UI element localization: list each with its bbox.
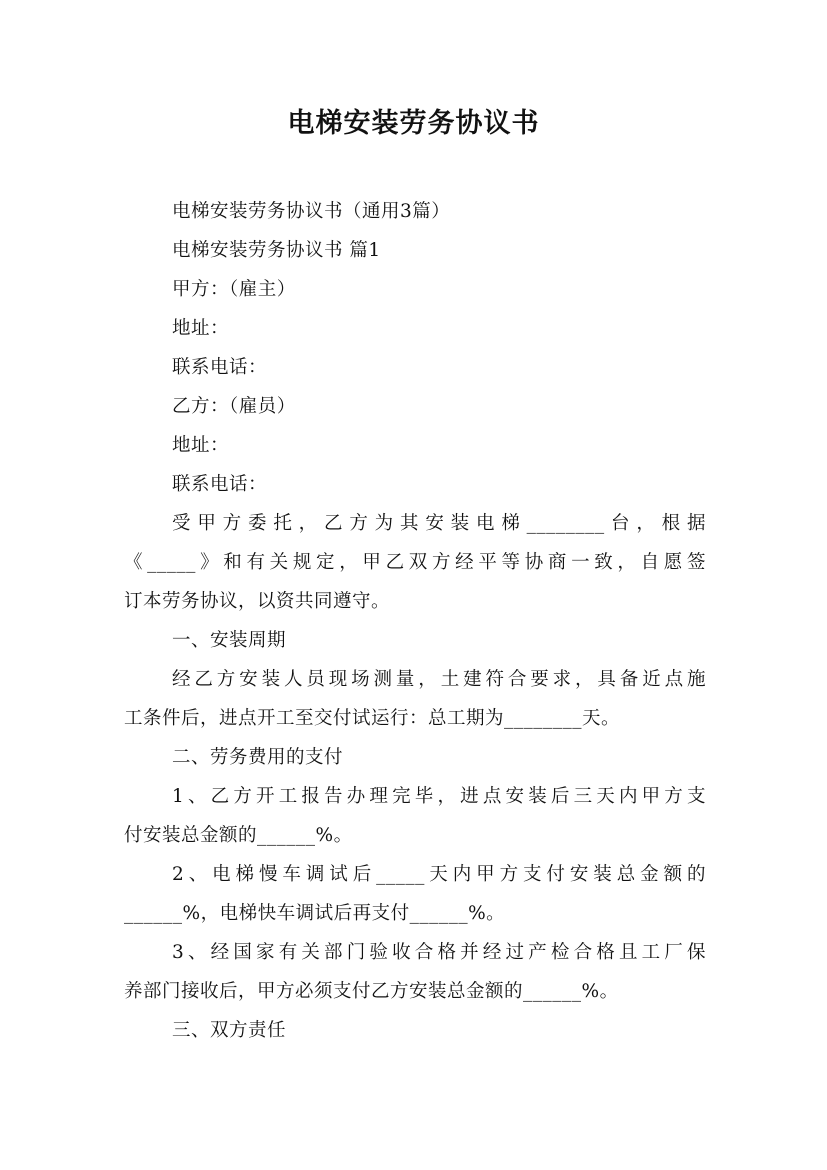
paragraph-line: 《_____》和有关规定，甲乙双方经平等协商一致，自愿签 [124, 552, 706, 573]
party-b-label: 乙方：（雇员） [172, 396, 296, 417]
subtitle-line: 电梯安装劳务协议书（通用3篇） [172, 201, 451, 222]
paragraph-line: 1、乙方开工报告办理完毕，进点安装后三天内甲方支 [172, 786, 706, 807]
paragraph-line: 付安装总金额的______%。 [124, 825, 353, 846]
party-b-address: 地址： [172, 435, 230, 456]
paragraph-line: 经乙方安装人员现场测量，土建符合要求，具备近点施 [172, 669, 706, 690]
party-b-phone: 联系电话： [172, 474, 268, 495]
paragraph-line: 养部门接收后，甲方必须支付乙方安装总金额的______%。 [124, 981, 619, 1002]
paragraph-line: 3、经国家有关部门验收合格并经过产检合格且工厂保 [172, 942, 706, 963]
document-title: 电梯安装劳务协议书 [287, 108, 540, 139]
paragraph-line: 工条件后，进点开工至交付试运行：总工期为________天。 [124, 708, 621, 729]
party-a-address: 地址： [172, 318, 230, 339]
section-heading: 电梯安装劳务协议书 篇1 [172, 240, 381, 261]
document-body [124, 192, 706, 1050]
party-a-label: 甲方：（雇主） [172, 279, 296, 300]
paragraph-line: ______%，电梯快车调试后再支付______%。 [124, 903, 506, 924]
clause-heading: 二、劳务费用的支付 [172, 747, 344, 768]
party-a-phone: 联系电话： [172, 357, 268, 378]
paragraph-line: 2、电梯慢车调试后_____天内甲方支付安装总金额的 [172, 864, 706, 885]
clause-heading: 三、双方责任 [172, 1020, 287, 1041]
paragraph-line: 受甲方委托，乙方为其安装电梯________台，根据 [172, 513, 706, 534]
clause-heading: 一、安装周期 [172, 630, 287, 651]
paragraph-line: 订本劳务协议，以资共同遵守。 [124, 591, 391, 612]
